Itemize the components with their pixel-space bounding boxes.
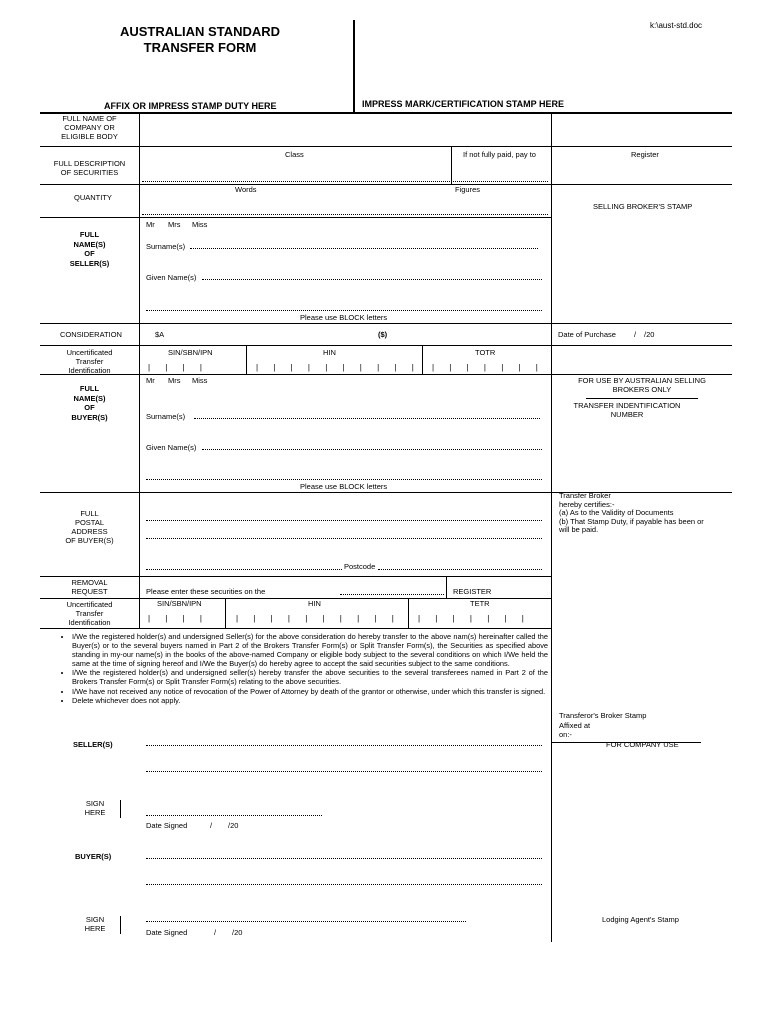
buyer-sign-field[interactable] (146, 921, 466, 922)
row-rule (40, 184, 732, 185)
sign-here-line: SIGN (85, 915, 105, 924)
buyer-signature-line-2[interactable] (146, 884, 542, 885)
header-divider (353, 20, 355, 114)
lodging-agent-stamp-label: Lodging Agent's Stamp (602, 915, 679, 924)
seller-sign-here (75, 799, 115, 817)
sign-here-line: HERE (84, 924, 106, 933)
row-rule (40, 217, 552, 218)
buyer-extra-field[interactable] (146, 479, 542, 480)
buyer-mrs[interactable]: Mrs (168, 376, 181, 385)
seller-signature-line-2[interactable] (146, 771, 542, 772)
date-of-purchase-label: Date of Purchase (558, 330, 616, 339)
quantity-label: QUANTITY (74, 193, 112, 202)
sin-boxes-2[interactable]: | | | | (148, 614, 209, 623)
securities-label-line: OF SECURITIES (60, 168, 119, 177)
transfer-broker-line: (a) As to the Validity of Documents (559, 508, 674, 517)
row-rule (40, 628, 552, 629)
field-divider (408, 598, 409, 628)
stamp-duty-label: AFFIX OR IMPRESS STAMP DUTY HERE (104, 101, 277, 111)
buyer-name-label (40, 384, 139, 422)
date-of-purchase-year: /20 (644, 330, 655, 339)
securities-label (40, 159, 139, 177)
row-rule (40, 374, 732, 375)
buyer-label-line: OF (84, 403, 95, 412)
declaration-3: • I/We have not received any notice of revocation of the Power of Attorney by death of the grantor or otherwise, under which this transfer is signed. (72, 687, 548, 696)
seller-surname-field[interactable] (190, 248, 538, 249)
buyer-date-year: /20 (232, 928, 243, 937)
figures-label: Figures (455, 185, 481, 194)
address-label (40, 509, 139, 545)
uncert-label-line: Identification (68, 618, 111, 627)
seller-date-slash: / (210, 821, 213, 830)
row-rule (40, 576, 552, 577)
seller-label-line: SELLER(S) (69, 258, 110, 268)
consideration-dollar: ($) (378, 330, 388, 339)
right-column-divider (551, 114, 552, 942)
seller-given-label: Given Name(s) (146, 273, 197, 282)
uncert-label-line: Transfer (75, 357, 104, 366)
sin-boxes[interactable]: | | | | (148, 363, 209, 372)
address-line-1[interactable] (146, 520, 542, 521)
transfer-broker-line: Transfer Broker (559, 491, 611, 500)
row-rule (40, 323, 732, 324)
aus-brokers-line: BROKERS ONLY (612, 385, 672, 394)
uncert-label-line: Identification (68, 366, 111, 375)
seller-block-note: Please use BLOCK letters (300, 313, 388, 322)
removal-enter-text: Please enter these securities on the (146, 587, 266, 596)
consideration-label: CONSIDERATION (60, 330, 122, 339)
row-rule (586, 398, 698, 399)
company-label (40, 114, 139, 141)
affixed-label (559, 722, 590, 739)
company-label-line: ELIGIBLE BODY (61, 132, 118, 141)
row-rule (40, 146, 732, 147)
company-label-line: COMPANY OR (64, 123, 115, 132)
address-line-2[interactable] (146, 538, 542, 539)
removal-label-line: REQUEST (71, 587, 108, 596)
seller-extra-field[interactable] (146, 310, 542, 311)
buyer-label-line: FULL (79, 384, 100, 393)
consideration-currency: $A (155, 330, 165, 339)
company-use-label: FOR COMPANY USE (606, 740, 679, 749)
seller-sign-field[interactable] (146, 815, 322, 816)
field-divider (246, 345, 247, 374)
form-title-line2: TRANSFER FORM (143, 40, 257, 55)
totr-label: TOTR (475, 348, 496, 357)
register-label: Register (631, 150, 659, 159)
transfer-id-label (552, 401, 702, 419)
postcode-label: Postcode (344, 562, 376, 571)
seller-label-line: NAME(S) (73, 239, 106, 249)
buyer-label-line: BUYER(S) (71, 412, 108, 422)
removal-register-field[interactable] (340, 594, 444, 595)
aus-brokers-label (552, 376, 732, 394)
buyer-surname-label: Surname(s) (146, 412, 186, 421)
row-rule (40, 345, 732, 346)
postcode-field[interactable] (378, 569, 542, 570)
buyer-given-label: Given Name(s) (146, 443, 197, 452)
removal-request-label (40, 578, 139, 596)
buyer-mr[interactable]: Mr (146, 376, 155, 385)
uncert-id-label (40, 348, 139, 375)
hin-boxes[interactable]: | | | | | | | | | | (256, 363, 421, 372)
declaration-2: • I/We the registered holder(s) and undersigned seller(s) hereby transfer the above securities to the several transferees named in Part 2 of the Brokers Transfer Form(s) or Split Transfer Form(s) relating to the above securities. (72, 668, 548, 686)
not-fully-paid-label: If not fully paid, pay to (463, 150, 536, 159)
field-divider (451, 146, 452, 184)
file-reference: k:\aust-std.doc (650, 21, 703, 30)
seller-date-year: /20 (228, 821, 239, 830)
transferor-broker-stamp-label: Transferor's Broker Stamp (559, 711, 647, 720)
aus-brokers-line: FOR USE BY AUSTRALIAN SELLING (578, 376, 706, 385)
buyer-date-signed-label: Date Signed (146, 928, 188, 937)
sin-label-2: SIN/SBN/IPN (157, 599, 202, 608)
date-of-purchase-slash: / (634, 330, 637, 339)
totr-boxes[interactable]: | | | | | | | (432, 363, 545, 372)
selling-broker-stamp-label: SELLING BROKER'S STAMP (593, 202, 693, 211)
transfer-id-line: NUMBER (610, 410, 644, 419)
transfer-broker-line: hereby certifies:- (559, 499, 615, 509)
seller-mrs[interactable]: Mrs (168, 220, 181, 229)
tetr-boxes[interactable]: | | | | | | | (418, 614, 531, 623)
transfer-id-line: TRANSFER INDENTIFICATION (573, 401, 681, 410)
words-label: Words (235, 185, 257, 194)
removal-register-label: REGISTER (453, 587, 492, 596)
seller-label-line: FULL (79, 230, 100, 239)
class-label: Class (285, 150, 304, 159)
affixed-line: on:- (559, 729, 572, 739)
buyer-miss[interactable]: Miss (192, 376, 208, 385)
seller-date-signed-label: Date Signed (146, 821, 188, 830)
seller-name-label (40, 230, 139, 268)
company-label-line: FULL NAME OF (62, 114, 117, 123)
removal-label-line: REMOVAL (71, 578, 108, 587)
hin-label: HIN (323, 348, 336, 357)
buyer-sign-marker (120, 916, 121, 934)
buyer-block-note: Please use BLOCK letters (300, 482, 388, 491)
buyer-given-field[interactable] (202, 449, 542, 450)
uncert-label-line: Uncertificated (66, 600, 113, 609)
buyers-signature-label: BUYER(S) (75, 852, 112, 861)
buyer-surname-field[interactable] (194, 418, 540, 419)
declarations (52, 632, 548, 705)
sellers-signature-label: SELLER(S) (73, 740, 113, 749)
label-column-divider (139, 114, 140, 628)
seller-sign-marker (120, 800, 121, 818)
tetr-label: TETR (470, 599, 490, 608)
transfer-broker-certifies (559, 492, 704, 535)
sign-here-line: SIGN (85, 799, 105, 808)
seller-given-field[interactable] (202, 279, 542, 280)
header-rule (40, 112, 732, 114)
quantity-line[interactable] (142, 214, 548, 215)
address-label-line: FULL (80, 509, 99, 518)
declaration-4: • Delete whichever does not apply. (72, 696, 548, 705)
form-title (95, 24, 305, 56)
address-label-line: OF BUYER(S) (65, 536, 114, 545)
buyer-sign-here (75, 915, 115, 933)
declaration-1: • I/We the registered holder(s) and undersigned Seller(s) for the above consideration do hereby transfer to the above nam(s) hereinafter called the Buyer(s) or to the several buyers named in Part 2 of the Brokers Transfer Form(s) or Split Transfer Form(s), the Securities as specified above standing in my-our name(s) in the books of the above-named Company or eligible body subject to the several conditions on which I/We held the same at the time of signing hereof and I/We the Buyer(s) do hereby agree to accept the said securities subject to the same conditions. (72, 632, 548, 668)
transfer-broker-line: (b) That Stamp Duty, if payable has been or (559, 516, 704, 526)
address-line-3[interactable] (146, 569, 342, 570)
securities-line[interactable] (142, 181, 548, 182)
seller-mr[interactable]: Mr (146, 220, 155, 229)
uncert-id-label-2 (40, 600, 139, 627)
buyer-signature-line-1[interactable] (146, 858, 542, 859)
buyer-label-line: NAME(S) (73, 393, 106, 403)
seller-surname-label: Surname(s) (146, 242, 186, 251)
address-label-line: POSTAL (74, 518, 105, 527)
field-divider (225, 598, 226, 628)
uncert-label-line: Uncertificated (66, 348, 113, 357)
mark-stamp-label: IMPRESS MARK/CERTIFICATION STAMP HERE (362, 99, 565, 109)
seller-label-line: OF (84, 249, 95, 258)
address-label-line: ADDRESS (71, 527, 108, 536)
securities-label-line: FULL DESCRIPTION (53, 159, 126, 168)
uncert-label-line: Transfer (75, 609, 104, 618)
form-title-line1: AUSTRALIAN STANDARD (119, 24, 281, 39)
affixed-line: Affixed at (559, 721, 591, 730)
hin-boxes-2[interactable]: | | | | | | | | | | (236, 614, 401, 623)
seller-signature-line-1[interactable] (146, 745, 542, 746)
transfer-broker-line: will be paid. (559, 525, 599, 534)
buyer-date-slash: / (214, 928, 217, 937)
sign-here-line: HERE (84, 808, 106, 817)
seller-miss[interactable]: Miss (192, 220, 208, 229)
field-divider (446, 576, 447, 598)
sin-label: SIN/SBN/IPN (168, 348, 213, 357)
hin-label-2: HIN (308, 599, 321, 608)
field-divider (422, 345, 423, 374)
